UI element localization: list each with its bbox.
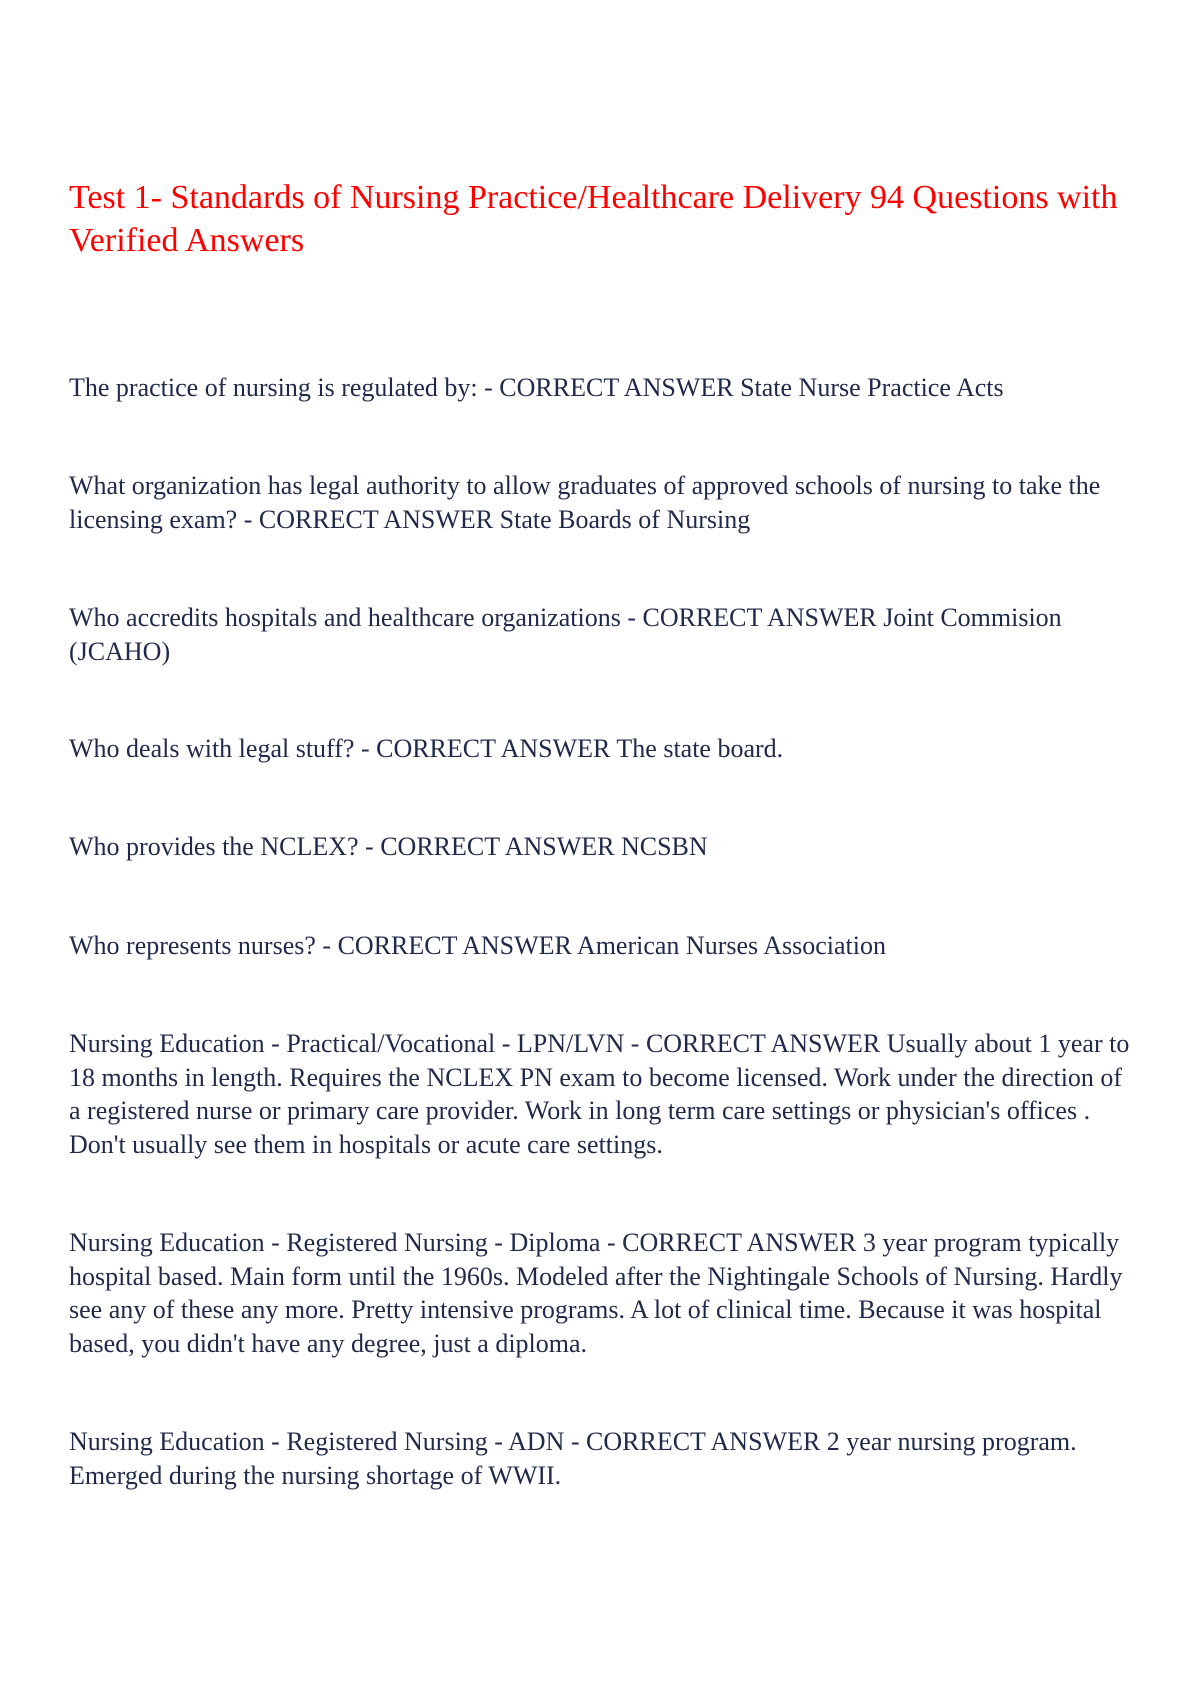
qa-item-7: Nursing Education - Practical/Vocational - LPN/LVN - CORRECT ANSWER Usually about 1 year to 18 months in length. Requires the NCLEX PN exam to become licensed. Work under the direction of a registered nurse or primary care provider. Work in long term care settings or physician's offices . Don't usually see them in hospitals or acute care settings. (69, 1029, 1130, 1159)
qa-item-8: Nursing Education - Registered Nursing - Diploma - CORRECT ANSWER 3 year program typically hospital based. Main form until the 1960s. Modeled after the Nightingale Schools of Nursing. Hardly see any of these any more. Pretty intensive programs. A lot of clinical time. Because it was hospital based, you didn't have any degree, just a diploma. (69, 1228, 1123, 1358)
qa-item-3: Who accredits hospitals and healthcare organizations - CORRECT ANSWER Joint Commision (JCAHO) (69, 603, 1062, 666)
qa-item-2: What organization has legal authority to allow graduates of approved schools of nursing to take the licensing exam? - CORRECT ANSWER State Boards of Nursing (69, 471, 1101, 534)
qa-item-6: Who represents nurses? - CORRECT ANSWER American Nurses Association (69, 931, 886, 960)
qa-item-5: Who provides the NCLEX? - CORRECT ANSWER NCSBN (69, 832, 708, 861)
document-title: Test 1- Standards of Nursing Practice/Healthcare Delivery 94 Questions with Verified Answers (69, 179, 1118, 259)
qa-item-4: Who deals with legal stuff? - CORRECT ANSWER The state board. (69, 734, 784, 763)
qa-item-1: The practice of nursing is regulated by: - CORRECT ANSWER State Nurse Practice Acts (69, 373, 1004, 402)
qa-item-9: Nursing Education - Registered Nursing - ADN - CORRECT ANSWER 2 year nursing program. Emerged during the nursing shortage of WWII. (69, 1427, 1077, 1490)
